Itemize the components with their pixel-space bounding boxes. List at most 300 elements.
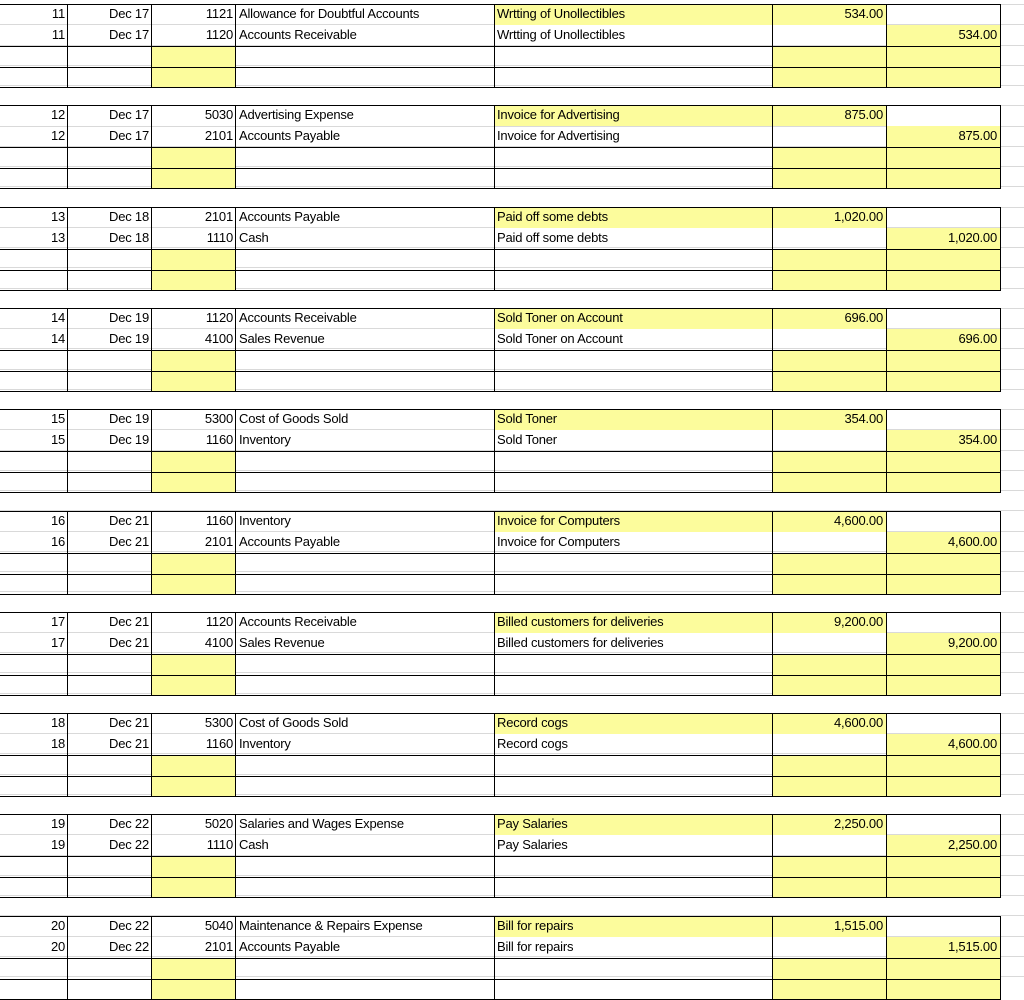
cell-desc[interactable] <box>494 958 772 979</box>
cell-desc[interactable] <box>494 4 772 25</box>
cell-acctno[interactable] <box>152 207 236 228</box>
cell-dr[interactable] <box>772 979 886 1000</box>
cell-acct[interactable] <box>236 937 494 958</box>
cell-desc[interactable] <box>494 147 772 168</box>
row-border <box>0 916 1000 917</box>
cell-acctno[interactable] <box>152 553 236 574</box>
cell-no[interactable] <box>0 105 68 126</box>
cell-desc[interactable] <box>494 916 772 937</box>
cell-text: 19 <box>50 816 65 831</box>
cell-no[interactable] <box>0 430 68 451</box>
cell-cr[interactable] <box>886 633 1000 654</box>
cell-desc[interactable] <box>494 126 772 147</box>
cell-no[interactable] <box>0 574 68 595</box>
cell-acctno[interactable] <box>152 126 236 147</box>
cell-date[interactable] <box>68 249 152 270</box>
cell-dr[interactable] <box>772 755 886 776</box>
cell-cr[interactable] <box>886 451 1000 472</box>
cell-date[interactable] <box>68 25 152 46</box>
cell-date[interactable] <box>68 654 152 675</box>
cell-acct[interactable] <box>236 814 494 835</box>
cell-acctno[interactable] <box>152 430 236 451</box>
column-border <box>1000 4 1001 88</box>
cell-acctno[interactable] <box>152 105 236 126</box>
cell-no[interactable] <box>0 755 68 776</box>
cell-dr[interactable] <box>772 511 886 532</box>
cell-no[interactable] <box>0 713 68 734</box>
cell-acctno[interactable] <box>152 270 236 291</box>
cell-acct[interactable] <box>236 877 494 898</box>
cell-no[interactable] <box>0 633 68 654</box>
cell-acct[interactable] <box>236 329 494 350</box>
cell-cr[interactable] <box>886 308 1000 329</box>
cell-cr[interactable] <box>886 877 1000 898</box>
cell-text: 1110 <box>206 837 233 852</box>
cell-desc[interactable] <box>494 675 772 696</box>
cell-dr[interactable] <box>772 814 886 835</box>
cell-dr[interactable] <box>772 856 886 877</box>
cell-date[interactable] <box>68 207 152 228</box>
cell-acct[interactable] <box>236 511 494 532</box>
cell-acct[interactable] <box>236 4 494 25</box>
cell-desc[interactable] <box>494 814 772 835</box>
cell-desc[interactable] <box>494 472 772 493</box>
cell-text: Dec 17 <box>109 128 149 143</box>
cell-desc[interactable] <box>494 713 772 734</box>
cell-desc[interactable] <box>494 755 772 776</box>
cell-acct[interactable] <box>236 67 494 88</box>
cell-acct[interactable] <box>236 734 494 755</box>
cell-cr[interactable] <box>886 371 1000 392</box>
cell-acct[interactable] <box>236 916 494 937</box>
cell-cr[interactable] <box>886 937 1000 958</box>
cell-date[interactable] <box>68 472 152 493</box>
cell-text: Sold Toner on Account <box>497 331 623 346</box>
cell-acctno[interactable] <box>152 937 236 958</box>
cell-date[interactable] <box>68 574 152 595</box>
cell-dr[interactable] <box>772 877 886 898</box>
cell-date[interactable] <box>68 856 152 877</box>
cell-desc[interactable] <box>494 168 772 189</box>
cell-dr[interactable] <box>772 270 886 291</box>
cell-acct[interactable] <box>236 633 494 654</box>
cell-dr[interactable] <box>772 734 886 755</box>
cell-acct[interactable] <box>236 958 494 979</box>
cell-desc[interactable] <box>494 532 772 553</box>
cell-acct[interactable] <box>236 835 494 856</box>
cell-dr[interactable] <box>772 430 886 451</box>
cell-cr[interactable] <box>886 511 1000 532</box>
column-border <box>67 612 68 696</box>
cell-dr[interactable] <box>772 25 886 46</box>
cell-acct[interactable] <box>236 776 494 797</box>
cell-desc[interactable] <box>494 553 772 574</box>
cell-date[interactable] <box>68 958 152 979</box>
cell-desc[interactable] <box>494 856 772 877</box>
cell-acct[interactable] <box>236 713 494 734</box>
cell-desc[interactable] <box>494 371 772 392</box>
cell-dr[interactable] <box>772 835 886 856</box>
cell-no[interactable] <box>0 612 68 633</box>
cell-acctno[interactable] <box>152 633 236 654</box>
cell-dr[interactable] <box>772 308 886 329</box>
cell-acctno[interactable] <box>152 713 236 734</box>
cell-acct[interactable] <box>236 46 494 67</box>
cell-cr[interactable] <box>886 350 1000 371</box>
cell-dr[interactable] <box>772 409 886 430</box>
cell-date[interactable] <box>68 270 152 291</box>
cell-acct[interactable] <box>236 612 494 633</box>
cell-date[interactable] <box>68 511 152 532</box>
cell-cr[interactable] <box>886 979 1000 1000</box>
cell-cr[interactable] <box>886 168 1000 189</box>
cell-cr[interactable] <box>886 612 1000 633</box>
cell-desc[interactable] <box>494 979 772 1000</box>
cell-acct[interactable] <box>236 228 494 249</box>
cell-acct[interactable] <box>236 979 494 1000</box>
cell-text: 1160 <box>205 736 233 751</box>
cell-desc[interactable] <box>494 270 772 291</box>
cell-dr[interactable] <box>772 612 886 633</box>
cell-dr[interactable] <box>772 168 886 189</box>
cell-desc[interactable] <box>494 25 772 46</box>
cell-no[interactable] <box>0 409 68 430</box>
cell-date[interactable] <box>68 776 152 797</box>
cell-date[interactable] <box>68 835 152 856</box>
cell-no[interactable] <box>0 675 68 696</box>
cell-dr[interactable] <box>772 532 886 553</box>
cell-dr[interactable] <box>772 329 886 350</box>
cell-date[interactable] <box>68 553 152 574</box>
cell-cr[interactable] <box>886 270 1000 291</box>
cell-dr[interactable] <box>772 675 886 696</box>
cell-cr[interactable] <box>886 46 1000 67</box>
cell-no[interactable] <box>0 228 68 249</box>
cell-cr[interactable] <box>886 755 1000 776</box>
cell-acctno[interactable] <box>152 228 236 249</box>
cell-date[interactable] <box>68 430 152 451</box>
cell-cr[interactable] <box>886 472 1000 493</box>
cell-acctno[interactable] <box>152 147 236 168</box>
cell-cr[interactable] <box>886 409 1000 430</box>
cell-dr[interactable] <box>772 371 886 392</box>
cell-date[interactable] <box>68 371 152 392</box>
cell-no[interactable] <box>0 532 68 553</box>
cell-no[interactable] <box>0 937 68 958</box>
cell-dr[interactable] <box>772 654 886 675</box>
cell-text: Dec 21 <box>109 635 149 650</box>
cell-acct[interactable] <box>236 856 494 877</box>
cell-acct[interactable] <box>236 25 494 46</box>
cell-acctno[interactable] <box>152 734 236 755</box>
cell-no[interactable] <box>0 553 68 574</box>
cell-no[interactable] <box>0 511 68 532</box>
cell-no[interactable] <box>0 472 68 493</box>
cell-date[interactable] <box>68 67 152 88</box>
cell-acct[interactable] <box>236 350 494 371</box>
cell-acct[interactable] <box>236 207 494 228</box>
row-border <box>0 713 1000 714</box>
cell-dr[interactable] <box>772 451 886 472</box>
cell-no[interactable] <box>0 207 68 228</box>
cell-acct[interactable] <box>236 574 494 595</box>
cell-date[interactable] <box>68 350 152 371</box>
cell-acctno[interactable] <box>152 776 236 797</box>
cell-no[interactable] <box>0 856 68 877</box>
cell-date[interactable] <box>68 612 152 633</box>
cell-dr[interactable] <box>772 574 886 595</box>
cell-no[interactable] <box>0 249 68 270</box>
cell-cr[interactable] <box>886 207 1000 228</box>
cell-no[interactable] <box>0 147 68 168</box>
cell-desc[interactable] <box>494 734 772 755</box>
column-border <box>772 105 773 189</box>
cell-desc[interactable] <box>494 835 772 856</box>
cell-desc[interactable] <box>494 776 772 797</box>
cell-acct[interactable] <box>236 755 494 776</box>
cell-desc[interactable] <box>494 46 772 67</box>
cell-no[interactable] <box>0 371 68 392</box>
cell-acct[interactable] <box>236 472 494 493</box>
cell-acct[interactable] <box>236 553 494 574</box>
cell-date[interactable] <box>68 105 152 126</box>
cell-acct[interactable] <box>236 147 494 168</box>
cell-desc[interactable] <box>494 654 772 675</box>
cell-cr[interactable] <box>886 675 1000 696</box>
cell-date[interactable] <box>68 937 152 958</box>
cell-acctno[interactable] <box>152 249 236 270</box>
cell-acctno[interactable] <box>152 371 236 392</box>
cell-acct[interactable] <box>236 675 494 696</box>
cell-no[interactable] <box>0 814 68 835</box>
cell-date[interactable] <box>68 228 152 249</box>
cell-text: 5030 <box>204 107 233 122</box>
row-border <box>0 67 1000 68</box>
cell-dr[interactable] <box>772 4 886 25</box>
cell-no[interactable] <box>0 4 68 25</box>
cell-date[interactable] <box>68 675 152 696</box>
cell-date[interactable] <box>68 126 152 147</box>
cell-desc[interactable] <box>494 612 772 633</box>
cell-dr[interactable] <box>772 207 886 228</box>
cell-acctno[interactable] <box>152 835 236 856</box>
cell-acctno[interactable] <box>152 4 236 25</box>
cell-acct[interactable] <box>236 451 494 472</box>
cell-acct[interactable] <box>236 409 494 430</box>
cell-date[interactable] <box>68 877 152 898</box>
cell-acctno[interactable] <box>152 409 236 430</box>
cell-dr[interactable] <box>772 46 886 67</box>
cell-dr[interactable] <box>772 958 886 979</box>
cell-acctno[interactable] <box>152 979 236 1000</box>
cell-acct[interactable] <box>236 308 494 329</box>
cell-desc[interactable] <box>494 451 772 472</box>
cell-cr[interactable] <box>886 4 1000 25</box>
cell-cr[interactable] <box>886 776 1000 797</box>
cell-cr[interactable] <box>886 856 1000 877</box>
cell-no[interactable] <box>0 451 68 472</box>
cell-dr[interactable] <box>772 633 886 654</box>
cell-dr[interactable] <box>772 67 886 88</box>
cell-no[interactable] <box>0 835 68 856</box>
cell-acct[interactable] <box>236 532 494 553</box>
cell-desc[interactable] <box>494 633 772 654</box>
cell-no[interactable] <box>0 877 68 898</box>
cell-dr[interactable] <box>772 126 886 147</box>
cell-acctno[interactable] <box>152 308 236 329</box>
cell-no[interactable] <box>0 979 68 1000</box>
cell-cr[interactable] <box>886 105 1000 126</box>
cell-date[interactable] <box>68 147 152 168</box>
cell-text: Salaries and Wages Expense <box>239 816 404 831</box>
cell-no[interactable] <box>0 270 68 291</box>
cell-dr[interactable] <box>772 105 886 126</box>
cell-acctno[interactable] <box>152 25 236 46</box>
cell-acctno[interactable] <box>152 168 236 189</box>
cell-desc[interactable] <box>494 877 772 898</box>
cell-cr[interactable] <box>886 814 1000 835</box>
cell-no[interactable] <box>0 734 68 755</box>
column-border <box>494 814 495 898</box>
cell-acctno[interactable] <box>152 755 236 776</box>
cell-acctno[interactable] <box>152 350 236 371</box>
cell-acctno[interactable] <box>152 67 236 88</box>
cell-acctno[interactable] <box>152 916 236 937</box>
cell-date[interactable] <box>68 713 152 734</box>
cell-cr[interactable] <box>886 228 1000 249</box>
cell-cr[interactable] <box>886 835 1000 856</box>
cell-acct[interactable] <box>236 371 494 392</box>
cell-cr[interactable] <box>886 734 1000 755</box>
cell-acctno[interactable] <box>152 877 236 898</box>
cell-acct[interactable] <box>236 126 494 147</box>
cell-dr[interactable] <box>772 472 886 493</box>
cell-cr[interactable] <box>886 713 1000 734</box>
cell-dr[interactable] <box>772 249 886 270</box>
cell-acctno[interactable] <box>152 654 236 675</box>
cell-desc[interactable] <box>494 105 772 126</box>
cell-date[interactable] <box>68 979 152 1000</box>
cell-date[interactable] <box>68 46 152 67</box>
cell-acct[interactable] <box>236 270 494 291</box>
row-border <box>0 612 1000 613</box>
cell-cr[interactable] <box>886 958 1000 979</box>
cell-acct[interactable] <box>236 168 494 189</box>
cell-acctno[interactable] <box>152 574 236 595</box>
cell-no[interactable] <box>0 46 68 67</box>
cell-dr[interactable] <box>772 776 886 797</box>
cell-no[interactable] <box>0 168 68 189</box>
cell-acctno[interactable] <box>152 511 236 532</box>
cell-cr[interactable] <box>886 147 1000 168</box>
cell-date[interactable] <box>68 734 152 755</box>
cell-desc[interactable] <box>494 350 772 371</box>
cell-date[interactable] <box>68 755 152 776</box>
cell-no[interactable] <box>0 958 68 979</box>
cell-desc[interactable] <box>494 249 772 270</box>
cell-date[interactable] <box>68 814 152 835</box>
cell-cr[interactable] <box>886 329 1000 350</box>
cell-acct[interactable] <box>236 430 494 451</box>
cell-acctno[interactable] <box>152 329 236 350</box>
cell-dr[interactable] <box>772 937 886 958</box>
cell-acctno[interactable] <box>152 856 236 877</box>
cell-acctno[interactable] <box>152 612 236 633</box>
cell-cr[interactable] <box>886 532 1000 553</box>
cell-cr[interactable] <box>886 654 1000 675</box>
cell-no[interactable] <box>0 308 68 329</box>
cell-cr[interactable] <box>886 126 1000 147</box>
cell-desc[interactable] <box>494 409 772 430</box>
cell-no[interactable] <box>0 776 68 797</box>
cell-date[interactable] <box>68 409 152 430</box>
cell-dr[interactable] <box>772 350 886 371</box>
cell-no[interactable] <box>0 654 68 675</box>
cell-desc[interactable] <box>494 67 772 88</box>
cell-date[interactable] <box>68 633 152 654</box>
cell-desc[interactable] <box>494 329 772 350</box>
cell-date[interactable] <box>68 451 152 472</box>
cell-acct[interactable] <box>236 654 494 675</box>
cell-no[interactable] <box>0 67 68 88</box>
cell-no[interactable] <box>0 126 68 147</box>
cell-cr[interactable] <box>886 916 1000 937</box>
cell-cr[interactable] <box>886 67 1000 88</box>
cell-date[interactable] <box>68 532 152 553</box>
cell-desc[interactable] <box>494 937 772 958</box>
cell-acctno[interactable] <box>152 675 236 696</box>
cell-no[interactable] <box>0 25 68 46</box>
cell-dr[interactable] <box>772 916 886 937</box>
cell-no[interactable] <box>0 329 68 350</box>
cell-acctno[interactable] <box>152 472 236 493</box>
cell-date[interactable] <box>68 4 152 25</box>
cell-dr[interactable] <box>772 553 886 574</box>
cell-cr[interactable] <box>886 25 1000 46</box>
cell-cr[interactable] <box>886 553 1000 574</box>
cell-acct[interactable] <box>236 105 494 126</box>
cell-dr[interactable] <box>772 228 886 249</box>
cell-cr[interactable] <box>886 574 1000 595</box>
cell-dr[interactable] <box>772 713 886 734</box>
cell-date[interactable] <box>68 308 152 329</box>
column-border <box>151 916 152 1000</box>
cell-desc[interactable] <box>494 430 772 451</box>
cell-date[interactable] <box>68 916 152 937</box>
cell-desc[interactable] <box>494 511 772 532</box>
cell-cr[interactable] <box>886 430 1000 451</box>
cell-cr[interactable] <box>886 249 1000 270</box>
cell-acctno[interactable] <box>152 451 236 472</box>
cell-text: 5300 <box>204 715 233 730</box>
cell-no[interactable] <box>0 916 68 937</box>
cell-date[interactable] <box>68 329 152 350</box>
cell-acctno[interactable] <box>152 814 236 835</box>
column-border <box>772 4 773 88</box>
cell-desc[interactable] <box>494 574 772 595</box>
cell-no[interactable] <box>0 350 68 371</box>
cell-acctno[interactable] <box>152 46 236 67</box>
cell-acct[interactable] <box>236 249 494 270</box>
cell-desc[interactable] <box>494 207 772 228</box>
cell-desc[interactable] <box>494 308 772 329</box>
cell-desc[interactable] <box>494 228 772 249</box>
row-border <box>0 451 1000 452</box>
cell-date[interactable] <box>68 168 152 189</box>
cell-acctno[interactable] <box>152 532 236 553</box>
cell-acctno[interactable] <box>152 958 236 979</box>
cell-dr[interactable] <box>772 147 886 168</box>
